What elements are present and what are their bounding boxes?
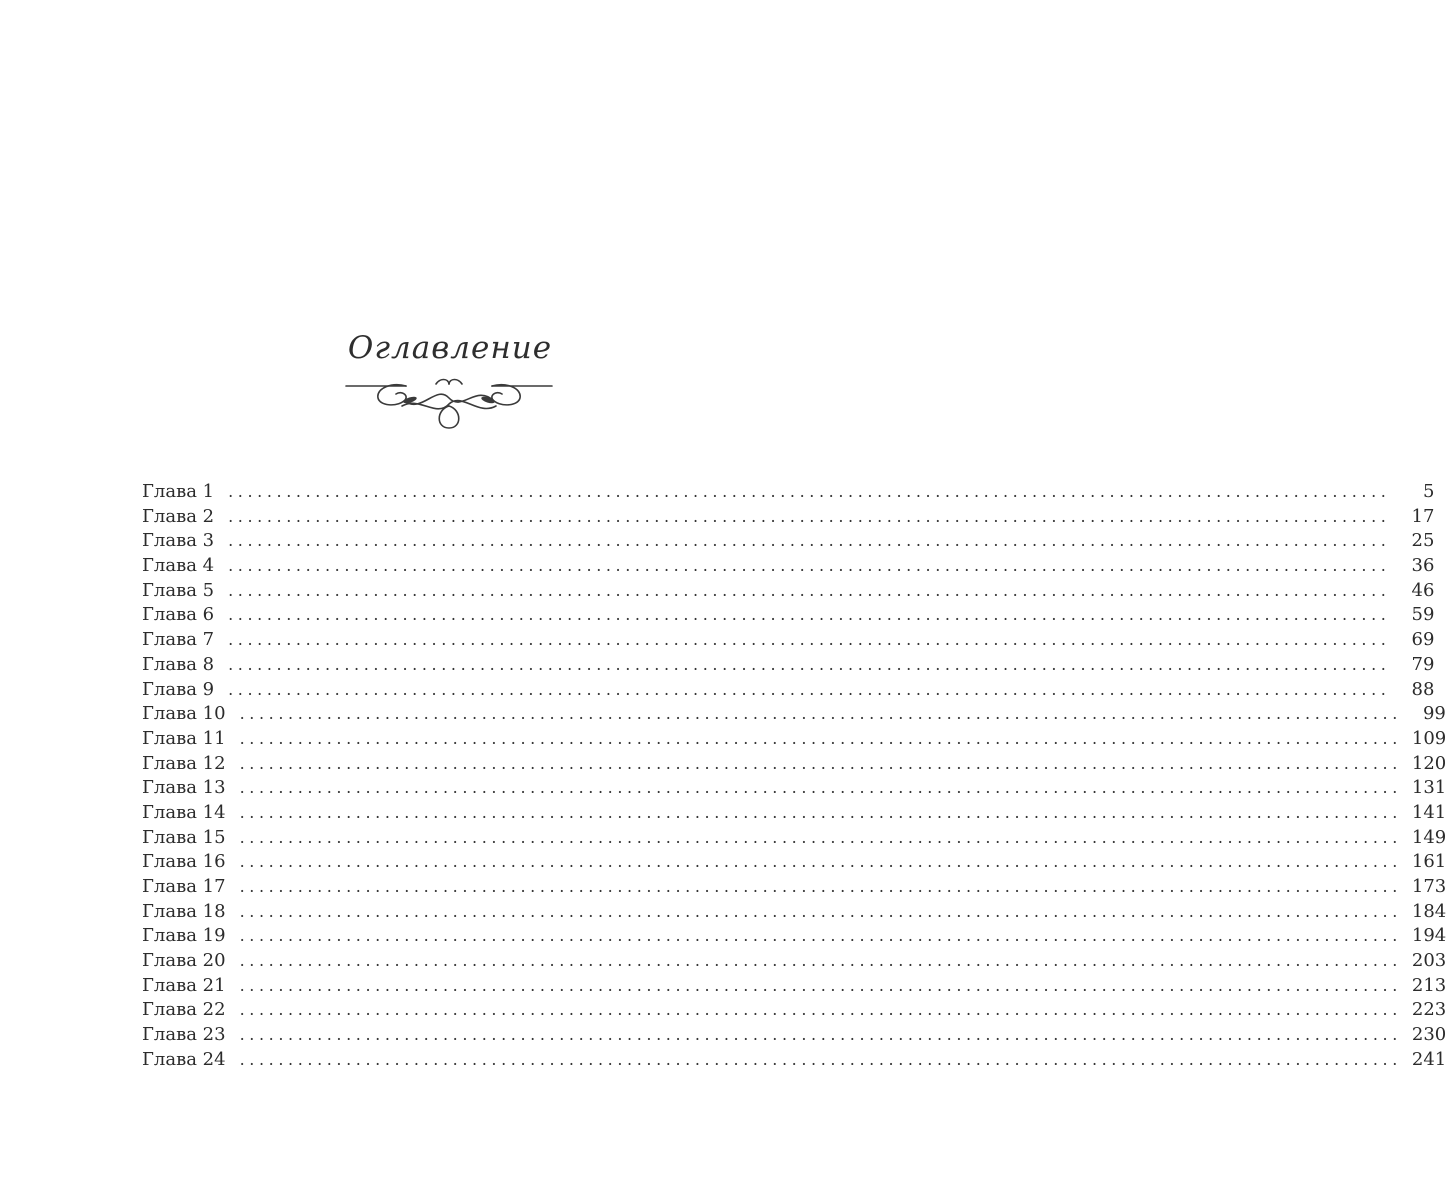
page-number: 131 — [1411, 777, 1446, 799]
toc-entry — [142, 1023, 1446, 1048]
chapter-label: Глава 23 — [142, 1024, 226, 1046]
chapter-label: Глава 11 — [142, 727, 226, 749]
toc-entry — [142, 850, 1446, 875]
page-number: 230 — [1411, 1024, 1446, 1046]
dot-leader: ........................................................................................................................ — [239, 926, 1402, 946]
chapter-label: Глава 13 — [142, 777, 226, 799]
chapter-label: Глава 4 — [142, 555, 215, 577]
toc-entry — [142, 554, 1435, 579]
dot-leader: ........................................................................................................................ — [228, 531, 1391, 551]
toc-entry — [142, 900, 1446, 925]
dot-leader: ........................................................................................................................ — [239, 778, 1402, 798]
toc-entry — [142, 826, 1446, 851]
toc-entry — [142, 480, 1435, 505]
dot-leader: ........................................................................................................................ — [228, 654, 1391, 674]
page-number: 203 — [1411, 950, 1446, 972]
dot-leader: ........................................................................................................................ — [228, 556, 1391, 576]
toc-entry — [142, 628, 1435, 653]
toc-entry — [142, 529, 1435, 554]
page-number: 194 — [1411, 925, 1446, 947]
toc-entry — [142, 579, 1435, 604]
toc-entry — [142, 974, 1446, 999]
toc-entry — [142, 776, 1446, 801]
dot-leader: ........................................................................................................................ — [239, 827, 1402, 847]
chapter-label: Глава 8 — [142, 653, 215, 675]
chapter-label: Глава 6 — [142, 604, 215, 626]
toc-entry — [142, 505, 1435, 530]
toc-entry — [142, 702, 1446, 727]
page-number: 213 — [1411, 974, 1446, 996]
page-number: 59 — [1411, 604, 1435, 626]
toc-entry — [142, 1048, 1446, 1073]
chapter-label: Глава 2 — [142, 505, 215, 527]
dot-leader: ........................................................................................................................ — [228, 605, 1391, 625]
page-title: Оглавление — [347, 330, 553, 366]
toc-entry — [142, 678, 1435, 703]
dot-leader: ........................................................................................................................ — [228, 630, 1391, 650]
chapter-label: Глава 15 — [142, 826, 226, 848]
chapter-label: Глава 17 — [142, 876, 226, 897]
flourish-divider-icon — [344, 376, 554, 434]
chapter-label: Глава 16 — [142, 851, 226, 873]
page-number: 69 — [1411, 629, 1435, 651]
chapter-label: Глава 3 — [142, 530, 215, 552]
dot-leader: ........................................................................................................................ — [239, 975, 1402, 995]
page-number: 223 — [1411, 999, 1446, 1021]
dot-leader: ........................................................................................................................ — [239, 901, 1402, 921]
page-number: 25 — [1411, 530, 1435, 552]
chapter-label: Глава 1 — [142, 481, 215, 502]
dot-leader: ........................................................................................................................ — [239, 1025, 1402, 1045]
page-number: 46 — [1411, 579, 1435, 601]
toc-entry — [142, 653, 1435, 678]
page-number: 88 — [1411, 678, 1435, 700]
page-number: 17 — [1411, 505, 1435, 527]
toc-entry — [142, 727, 1446, 752]
chapter-label: Глава 10 — [142, 703, 226, 725]
toc-entry — [142, 603, 1435, 628]
dot-leader: ........................................................................................................................ — [228, 506, 1391, 526]
page-number: 141 — [1411, 801, 1446, 823]
chapter-label: Глава 19 — [142, 925, 226, 947]
toc-entry — [142, 801, 1446, 826]
chapter-label: Глава 5 — [142, 579, 215, 601]
page-number: 161 — [1411, 851, 1446, 873]
table-of-contents — [142, 480, 1446, 1073]
page-number: 149 — [1411, 826, 1446, 848]
dot-leader: ........................................................................................................................ — [239, 1049, 1402, 1069]
dot-leader: ........................................................................................................................ — [239, 1000, 1402, 1020]
page-number: 120 — [1411, 752, 1446, 774]
dot-leader: ........................................................................................................................ — [228, 580, 1391, 600]
dot-leader: ........................................................................................................................ — [239, 852, 1402, 872]
page-number: 184 — [1411, 900, 1446, 922]
page-number: 109 — [1411, 727, 1446, 749]
chapter-label: Глава 18 — [142, 900, 226, 922]
dot-leader: ........................................................................................................................ — [239, 951, 1402, 971]
page-number: 36 — [1411, 555, 1435, 577]
toc-entry — [142, 875, 1446, 900]
chapter-label: Глава 22 — [142, 999, 226, 1021]
chapter-label: Глава 20 — [142, 950, 226, 972]
toc-entry — [142, 752, 1446, 777]
page-number: 99 — [1422, 703, 1446, 725]
page-number: 79 — [1411, 653, 1435, 675]
chapter-label: Глава 24 — [142, 1048, 226, 1070]
chapter-label: Глава 9 — [142, 678, 215, 700]
chapter-label: Глава 21 — [142, 974, 226, 996]
page-number: 241 — [1411, 1048, 1446, 1070]
chapter-label: Глава 12 — [142, 752, 226, 774]
dot-leader: ........................................................................................................................ — [239, 753, 1402, 773]
toc-entry — [142, 998, 1446, 1023]
page-number: 173 — [1411, 876, 1446, 897]
chapter-label: Глава 14 — [142, 801, 226, 823]
dot-leader: ........................................................................................................................ — [228, 679, 1391, 699]
dot-leader: ........................................................................................................................ — [239, 802, 1402, 822]
dot-leader: ........................................................................................................................ — [228, 482, 1391, 501]
toc-entry — [142, 924, 1446, 949]
toc-entry — [142, 949, 1446, 974]
dot-leader: ........................................................................................................................ — [239, 728, 1402, 748]
dot-leader: ........................................................................................................................ — [239, 877, 1402, 896]
chapter-label: Глава 7 — [142, 629, 215, 651]
dot-leader: ........................................................................................................................ — [239, 704, 1402, 724]
page-number: 5 — [1422, 481, 1435, 502]
